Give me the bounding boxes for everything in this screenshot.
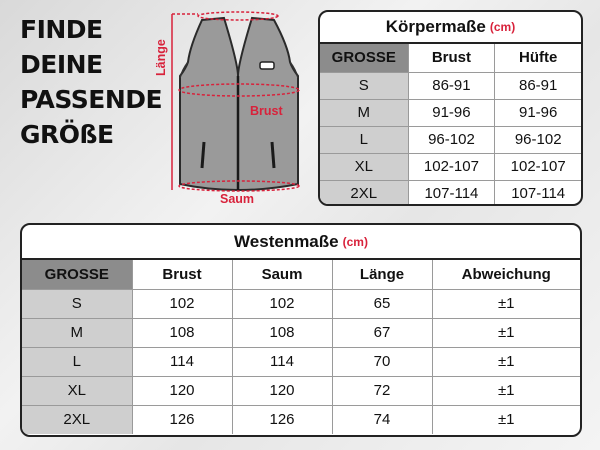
tolerance-column-header: Abweichung	[432, 260, 580, 289]
tolerance-cell: ±1	[432, 318, 580, 347]
size-column-header: GROSSE	[22, 260, 132, 289]
hip-cell: 86-91	[495, 72, 581, 99]
table-row	[320, 126, 581, 153]
hem-cell: 108	[232, 318, 332, 347]
length-cell: 70	[332, 347, 432, 376]
left-pocket	[202, 142, 204, 168]
size-cell: 2XL	[22, 405, 132, 434]
headline-line-2: DEINE	[20, 50, 103, 79]
hem-cell: 120	[232, 376, 332, 405]
size-column-header: GROSSE	[320, 44, 408, 72]
size-cell: XL	[320, 153, 408, 180]
length-cell: 72	[332, 376, 432, 405]
chest-cell: 86-91	[408, 72, 495, 99]
table-row	[22, 347, 580, 376]
length-cell: 67	[332, 318, 432, 347]
table-row	[320, 72, 581, 99]
chest-cell: 102-107	[408, 153, 495, 180]
body-measurements-card	[318, 10, 583, 206]
headline-line-1: FINDE	[20, 15, 103, 44]
length-label: Länge	[154, 39, 168, 76]
hem-cell: 126	[232, 405, 332, 434]
chest-cell: 120	[132, 376, 232, 405]
vest-drawing	[158, 6, 318, 210]
tolerance-cell: ±1	[432, 405, 580, 434]
body-measurements-table	[320, 44, 581, 206]
hip-cell: 91-96	[495, 99, 581, 126]
table-header-row	[320, 44, 581, 72]
body-table-unit: (cm)	[489, 20, 516, 34]
chest-column-header: Brust	[132, 260, 232, 289]
vest-illustration	[154, 6, 318, 210]
table-row	[22, 318, 580, 347]
chest-pocket	[260, 62, 274, 69]
hip-cell: 96-102	[495, 126, 581, 153]
vest-measurements-card	[20, 223, 582, 437]
table-row	[22, 405, 580, 434]
size-cell: L	[320, 126, 408, 153]
table-row	[320, 180, 581, 206]
size-cell: M	[320, 99, 408, 126]
hip-cell: 107-114	[495, 180, 581, 206]
headline-line-4: GRÖßE	[20, 120, 114, 149]
chest-label: Brust	[250, 104, 283, 118]
hem-label: Saum	[220, 192, 255, 206]
chest-cell: 96-102	[408, 126, 495, 153]
chest-cell: 91-96	[408, 99, 495, 126]
chest-column-header: Brust	[408, 44, 495, 72]
hem-column-header: Saum	[232, 260, 332, 289]
body-table-title	[320, 12, 581, 44]
size-cell: S	[22, 289, 132, 318]
chest-cell: 102	[132, 289, 232, 318]
hem-cell: 102	[232, 289, 332, 318]
chest-cell: 114	[132, 347, 232, 376]
size-cell: XL	[22, 376, 132, 405]
size-cell: M	[22, 318, 132, 347]
headline-line-3: PASSENDE	[20, 85, 163, 114]
body-table-title-text: Körpermaße	[385, 17, 486, 36]
tolerance-cell: ±1	[432, 289, 580, 318]
right-pocket	[272, 142, 274, 168]
length-cell: 65	[332, 289, 432, 318]
chest-cell: 107-114	[408, 180, 495, 206]
length-column-header: Länge	[332, 260, 432, 289]
table-row	[22, 289, 580, 318]
size-cell: S	[320, 72, 408, 99]
table-row	[320, 153, 581, 180]
vest-measurements-table	[22, 260, 580, 434]
size-cell: 2XL	[320, 180, 408, 206]
table-row	[320, 99, 581, 126]
table-header-row	[22, 260, 580, 289]
size-cell: L	[22, 347, 132, 376]
vest-table-unit: (cm)	[342, 234, 368, 249]
vest-table-title-text: Westenmaße	[234, 231, 339, 251]
hip-column-header: Hüfte	[495, 44, 581, 72]
tolerance-cell: ±1	[432, 376, 580, 405]
length-cell: 74	[332, 405, 432, 434]
chest-cell: 108	[132, 318, 232, 347]
chest-cell: 126	[132, 405, 232, 434]
vest-table-title	[22, 225, 580, 260]
table-row	[22, 376, 580, 405]
tolerance-cell: ±1	[432, 347, 580, 376]
hem-cell: 114	[232, 347, 332, 376]
hip-cell: 102-107	[495, 153, 581, 180]
